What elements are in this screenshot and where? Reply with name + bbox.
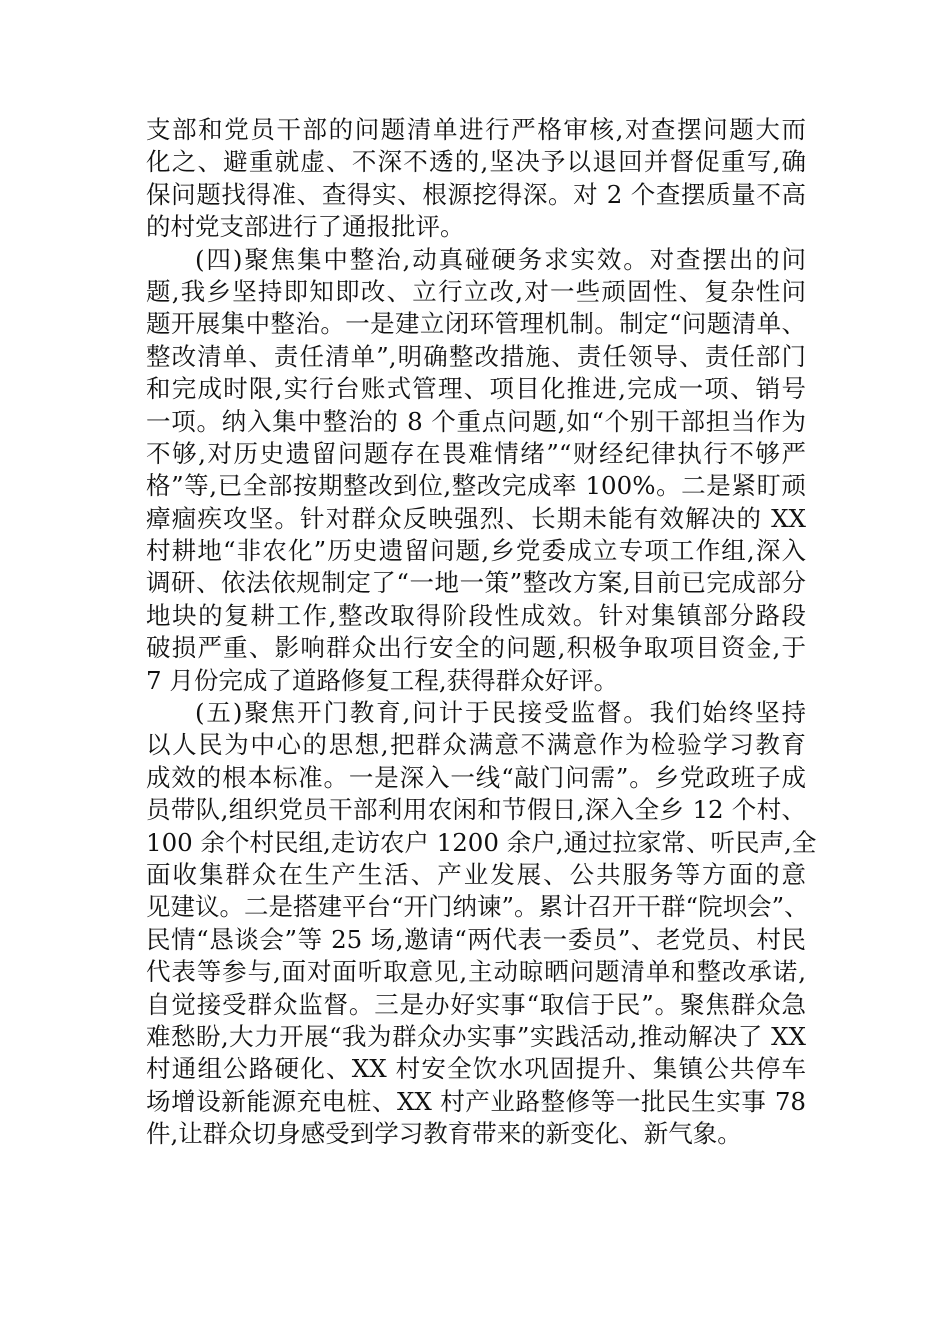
text-line: 村通组公路硬化、XX 村安全饮水巩固提升、集镇公共停车 [146, 1054, 806, 1084]
text-line: 整改清单、责任清单”,明确整改措施、责任领导、责任部门 [146, 341, 806, 371]
paragraph-section-five [146, 697, 817, 1150]
text-line: 100 余个村民组,走访农户 1200 余户,通过拉家常、听民声,全 [146, 827, 817, 857]
text-line: 员带队,组织党员干部利用农闲和节假日,深入全乡 12 个村、 [146, 795, 806, 825]
text-line: 化之、避重就虚、不深不透的,坚决予以退回并督促重写,确 [146, 147, 806, 177]
text-line: 成效的根本标准。一是深入一线“敲门问需”。乡党政班子成 [146, 762, 806, 792]
text-line: 和完成时限,实行台账式管理、项目化推进,完成一项、销号 [146, 374, 806, 404]
text-line: 件,让群众切身感受到学习教育带来的新变化、新气象。 [146, 1119, 742, 1149]
text-line: 7 月份完成了道路修复工程,获得群众好评。 [146, 665, 619, 695]
text-line: 破损严重、影响群众出行安全的问题,积极争取项目资金,于 [146, 633, 806, 663]
text-line: 代表等参与,面对面听取意见,主动晾晒问题清单和整改承诺, [146, 957, 806, 987]
text-line: 民情“恳谈会”等 25 场,邀请“两代表一委员”、老党员、村民 [146, 924, 806, 954]
text-line: 村耕地“非农化”历史遗留问题,乡党委成立专项工作组,深入 [146, 536, 806, 566]
text-line: 保问题找得准、查得实、根源挖得深。对 2 个查摆质量不高 [146, 179, 806, 209]
text-line: 场增设新能源充电桩、XX 村产业路整修等一批民生实事 78 [146, 1086, 806, 1116]
text-line: 的村党支部进行了通报批评。 [146, 212, 465, 242]
text-line: 题,我乡坚持即知即改、立行立改,对一些顽固性、复杂性问 [146, 276, 806, 306]
text-line: 调研、依法依规制定了“一地一策”整改方案,目前已完成部分 [146, 568, 806, 598]
text-line: 以人民为中心的思想,把群众满意不满意作为检验学习教育 [146, 730, 806, 760]
paragraph-continued [146, 114, 806, 244]
text-line: 面收集群众在生产生活、产业发展、公共服务等方面的意 [146, 859, 806, 889]
text-line: 难愁盼,大力开展“我为群众办实事”实践活动,推动解决了 XX [146, 1021, 806, 1051]
section-four-heading-line: (四)聚焦集中整治,动真碰硬务求实效。对查摆出的问 [195, 244, 806, 274]
text-line: 自觉接受群众监督。三是办好实事“取信于民”。聚焦群众急 [146, 989, 806, 1019]
paragraph-section-four [146, 244, 806, 697]
text-line: 不够,对历史遗留问题存在畏难情绪”“财经纪律执行不够严 [146, 438, 806, 468]
body-text [146, 114, 817, 1151]
text-line: 瘴痼疾攻坚。针对群众反映强烈、长期未能有效解决的 XX [146, 503, 806, 533]
text-line: 见建议。二是搭建平台“开门纳谏”。累计召开干群“院坝会”、 [146, 892, 809, 922]
text-line: 一项。纳入集中整治的 8 个重点问题,如“个别干部担当作为 [146, 406, 806, 436]
text-line: 格”等,已全部按期整改到位,整改完成率 100%。二是紧盯顽 [146, 471, 806, 501]
section-five-heading-line: (五)聚焦开门教育,问计于民接受监督。我们始终坚持 [195, 698, 806, 728]
text-line: 题开展集中整治。一是建立闭环管理机制。制定“问题清单、 [146, 309, 806, 339]
text-line: 地块的复耕工作,整改取得阶段性成效。针对集镇部分路段 [146, 600, 806, 630]
text-line: 支部和党员干部的问题清单进行严格审核,对查摆问题大而 [146, 115, 806, 144]
